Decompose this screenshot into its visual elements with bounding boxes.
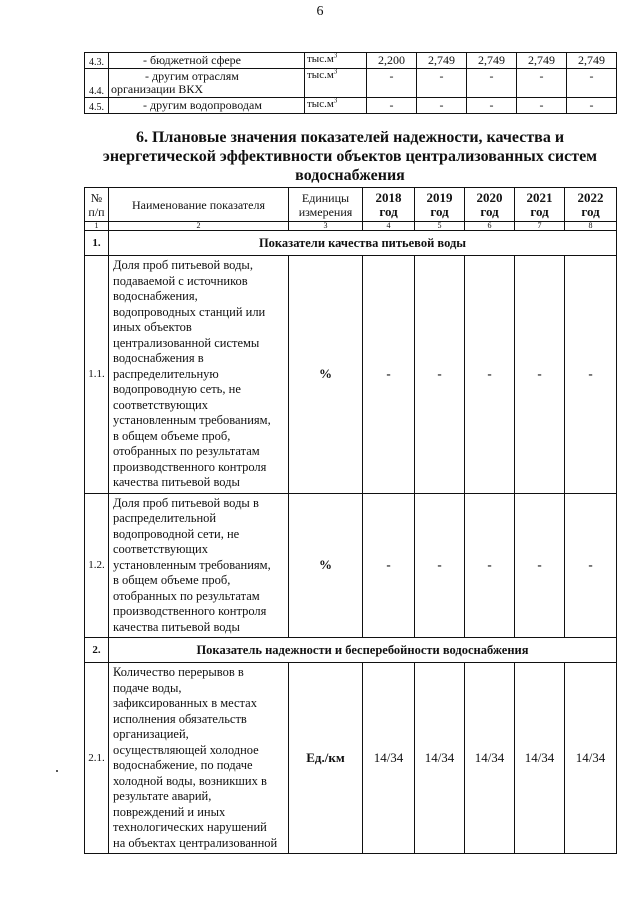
row-number: 1.2. — [85, 493, 109, 638]
row-name: - другим водопроводам — [109, 98, 305, 114]
header-year: 2022 год — [565, 188, 617, 222]
row-number: 4.4. — [85, 69, 109, 98]
value-cell: - — [565, 493, 617, 638]
row-name-line: организации ВКХ — [111, 82, 204, 96]
section-title-line: водоснабжения — [295, 167, 405, 184]
continued-table — [84, 52, 617, 114]
column-index: 2 — [109, 222, 289, 231]
row-number: 4.3. — [85, 53, 109, 69]
row-name-line: - другим отраслям — [145, 69, 239, 83]
column-index: 5 — [415, 222, 465, 231]
section-number: 1. — [85, 231, 109, 256]
section-heading: Показатель надежности и бесперебойности водоснабжения — [109, 638, 617, 663]
table-row — [85, 53, 617, 69]
value-cell: - — [367, 69, 417, 98]
value-cell: - — [567, 98, 617, 114]
table-row — [85, 256, 617, 494]
row-number: 2.1. — [85, 663, 109, 854]
value-cell: - — [567, 69, 617, 98]
value-cell: - — [517, 98, 567, 114]
column-index: 8 — [565, 222, 617, 231]
value-cell: 2,749 — [517, 53, 567, 69]
unit-cell: Ед./км — [289, 663, 363, 854]
value-cell: - — [467, 69, 517, 98]
section-row — [85, 231, 617, 256]
value-cell: - — [465, 256, 515, 494]
header-year: 2021 год — [515, 188, 565, 222]
table-header-row — [85, 188, 617, 222]
unit-cell: $тыс.м^3$ — [305, 53, 367, 69]
value-cell: - — [415, 256, 465, 494]
value-cell: - — [515, 493, 565, 638]
header-unit: Единицы измерения — [289, 188, 363, 222]
value-cell: - — [415, 493, 465, 638]
indicator-name: Доля проб питьевой воды, подаваемой с источников водоснабжения, водопроводных станций или иных объектов централизованной системы водоснабжения в распределительную водопроводную сеть, не соответствующих установленным требованиям, в общем объеме проб, отобранных по результатам производственного контроля качества питьевой воды — [109, 256, 289, 494]
value-cell: - — [367, 98, 417, 114]
indicator-name: Количество перерывов в подаче воды, зафиксированных в местах исполнения обязательств организацией, осуществляющей холодное водоснабжение, по подаче холодной воды, возникших в результате аварий, повреждений и иных технологических нарушений на объектах централизованной — [109, 663, 289, 854]
value-cell: - — [363, 493, 415, 638]
header-year: 2019 год — [415, 188, 465, 222]
section-heading: Показатели качества питьевой воды — [109, 231, 617, 256]
value-cell: - — [465, 493, 515, 638]
header-year: 2020 год — [465, 188, 515, 222]
value-cell: 14/34 — [565, 663, 617, 854]
header-year: 2018 год — [363, 188, 415, 222]
table-row — [85, 98, 617, 114]
column-index: 3 — [289, 222, 363, 231]
row-number: 4.5. — [85, 98, 109, 114]
value-cell: - — [417, 69, 467, 98]
value-cell: 14/34 — [415, 663, 465, 854]
value-cell: 2,749 — [467, 53, 517, 69]
table-row — [85, 69, 617, 98]
section-row — [85, 638, 617, 663]
header-num: № п/п — [85, 188, 109, 222]
section-number: 2. — [85, 638, 109, 663]
value-cell: - — [417, 98, 467, 114]
column-index: 1 — [85, 222, 109, 231]
header-name: Наименование показателя — [109, 188, 289, 222]
value-cell: - — [467, 98, 517, 114]
column-index: 4 — [363, 222, 415, 231]
value-cell: - — [515, 256, 565, 494]
section-title — [84, 128, 616, 185]
indicators-table — [84, 187, 617, 854]
unit-cell: $тыс.м^3$ — [305, 69, 367, 98]
value-cell: 14/34 — [515, 663, 565, 854]
table-row — [85, 493, 617, 638]
row-name: - бюджетной сфере — [109, 53, 305, 69]
value-cell: - — [363, 256, 415, 494]
page-number: 6 — [316, 4, 324, 19]
row-name — [109, 69, 305, 98]
value-cell: - — [517, 69, 567, 98]
column-index: 7 — [515, 222, 565, 231]
value-cell: 2,749 — [567, 53, 617, 69]
unit-cell: % — [289, 256, 363, 494]
scan-speck — [56, 770, 58, 772]
table-row — [85, 663, 617, 854]
section-title-line: 6. Плановые значения показателей надежности, качества и — [135, 129, 565, 146]
value-cell: 14/34 — [465, 663, 515, 854]
value-cell: 2,749 — [417, 53, 467, 69]
unit-cell: $тыс.м^3$ — [305, 98, 367, 114]
unit-cell: % — [289, 493, 363, 638]
value-cell: 2,200 — [367, 53, 417, 69]
column-index-row — [85, 222, 617, 231]
section-title-line: энергетической эффективности объектов централизованных систем — [102, 148, 598, 165]
value-cell: 14/34 — [363, 663, 415, 854]
row-number: 1.1. — [85, 256, 109, 494]
column-index: 6 — [465, 222, 515, 231]
value-cell: - — [565, 256, 617, 494]
indicator-name: Доля проб питьевой воды в распределительной водопроводной сети, не соответствующих установленным требованиям, в общем объеме проб, отобранных по результатам производственного контроля качества питьевой воды — [109, 493, 289, 638]
